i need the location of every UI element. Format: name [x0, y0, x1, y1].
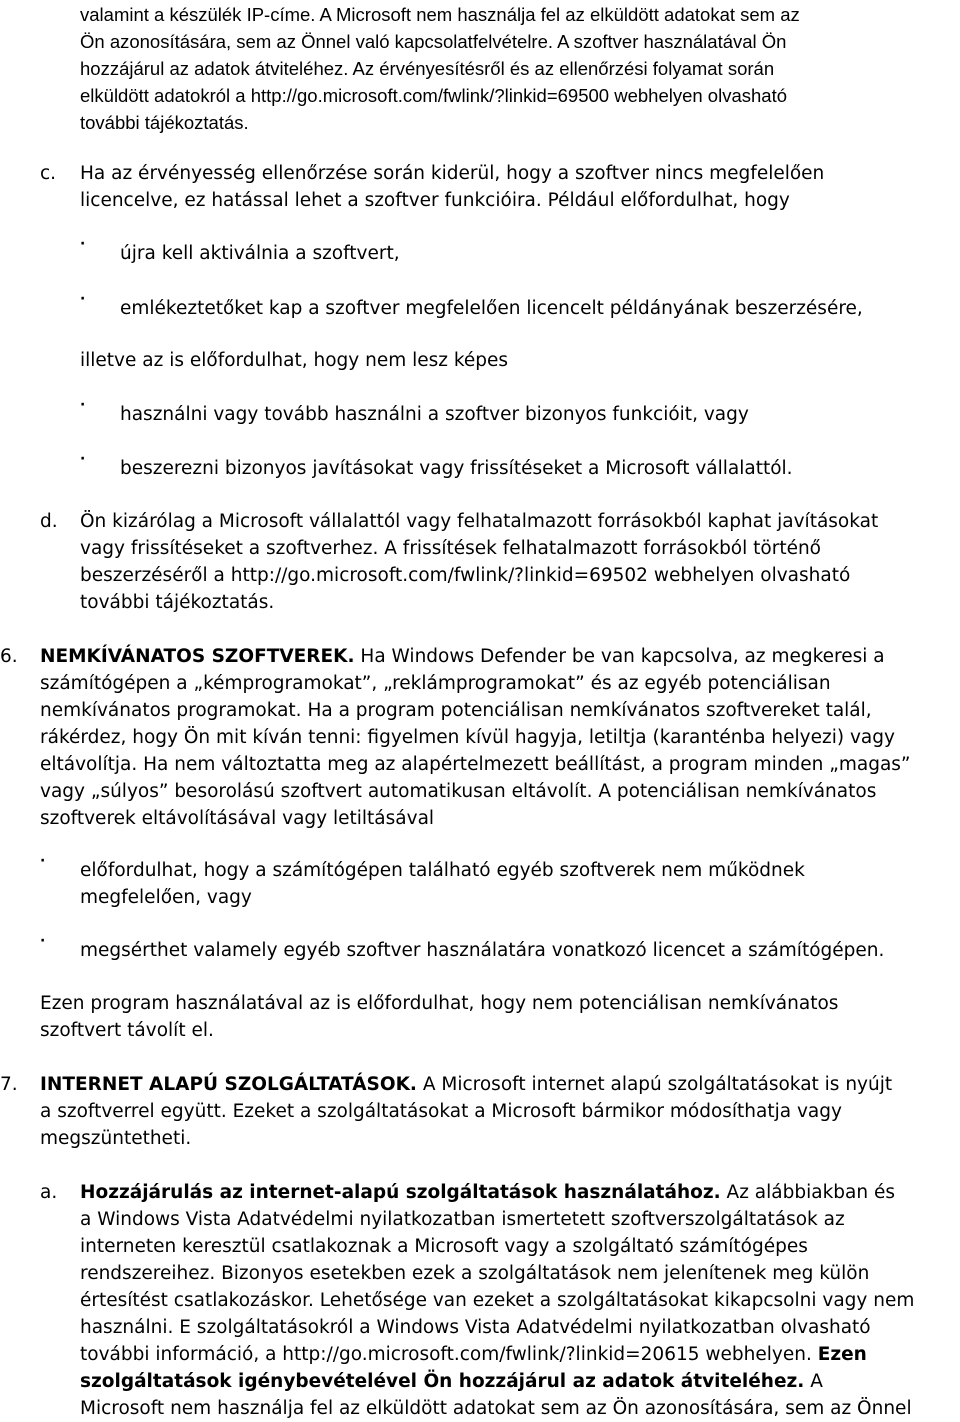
item-d-label: d.	[40, 511, 58, 532]
text-span: A	[804, 1371, 823, 1392]
text-line	[80, 1341, 958, 1368]
bold-span: Ezen	[817, 1344, 867, 1365]
text-line: Ön azonosítására, sem az Önnel való kapcsolatfelvételre. A szoftver használatával Ön	[80, 31, 787, 52]
text-line: elküldött adatokról a http://go.microsoft.com/fwlink/?linkid=69500 webhelyen olvasható	[80, 85, 788, 106]
text-line: nemkívánatos programokat. Ha a program potenciálisan nemkívánatos szoftvereket talál,	[40, 700, 872, 721]
section-7-heading: INTERNET ALAPÚ SZOLGÁLTATÁSOK.	[40, 1074, 417, 1095]
bullet-text	[80, 857, 958, 911]
bullet-dot: ·	[80, 236, 86, 252]
item-d-paragraph	[80, 508, 958, 616]
text-line: további tájékoztatás.	[80, 112, 249, 133]
item-c-mid-text: illetve az is előfordulhat, hogy nem lesz képes	[80, 350, 509, 371]
text-span: további információ, a http://go.microsoft.com/fwlink/?linkid=20615 webhelyen.	[80, 1344, 818, 1365]
bullet-dot: ·	[40, 853, 46, 869]
text-line: valamint a készülék IP-címe. A Microsoft nem használja fel az elküldött adatokat sem az	[80, 4, 800, 25]
text-line	[80, 1368, 958, 1395]
text-line: vagy „súlyos” besorolású szoftvert automatikusan eltávolít. A potenciálisan nemkívánatos	[40, 781, 877, 802]
bullet-dot: ·	[80, 397, 86, 413]
text-line: Ön kizárólag a Microsoft vállalattól vagy felhatalmazott forrásokból kaphat javításokat	[80, 511, 879, 532]
bullet-dot: ·	[80, 451, 86, 467]
item-c-label: c.	[40, 163, 57, 184]
text-line: rendszereihez. Bizonyos esetekben ezek a szolgáltatások nem jelenítenek meg külön	[80, 1263, 870, 1284]
text-line: megfelelően, vagy	[80, 887, 252, 908]
bullet-text: emlékeztetőket kap a szoftver megfelelően licencelt példányának beszerzésére,	[120, 298, 863, 319]
text-line: licencelve, ez hatással lehet a szoftver funkcióira. Például előfordulhat, hogy	[80, 190, 790, 211]
bullet-dot: ·	[80, 291, 86, 307]
text-span: A Microsoft internet alapú szolgáltatásokat is nyújt	[416, 1074, 893, 1095]
text-line: vagy frissítéseket a szoftverhez. A frissítések felhatalmazott forrásokból történő	[80, 538, 822, 559]
text-line: értesítést csatlakozáskor. Lehetősége van ezeket a szolgáltatásokat kikapcsolni vagy nem	[80, 1290, 915, 1311]
bullet-text: megsérthet valamely egyéb szoftver használatára vonatkozó licencet a számítógépen.	[80, 940, 885, 961]
text-line: előfordulhat, hogy a számítógépen található egyéb szoftverek nem működnek	[80, 860, 805, 881]
section-7-number: 7.	[0, 1074, 18, 1095]
text-line: Ezen program használatával az is előfordulhat, hogy nem potenciálisan nemkívánatos	[40, 993, 839, 1014]
item-a-label: a.	[40, 1182, 58, 1203]
text-line: a Windows Vista Adatvédelmi nyilatkozatban ismertetett szoftverszolgáltatások az	[80, 1209, 845, 1230]
text-line: számítógépen a „kémprogramokat”, „reklámprogramokat” és az egyéb potenciálisan	[40, 673, 831, 694]
bullet-text: újra kell aktiválnia a szoftvert,	[120, 243, 400, 264]
text-span: Ha Windows Defender be van kapcsolva, az megkeresi a	[354, 646, 885, 667]
text-span: Az alábbiakban és	[720, 1182, 895, 1203]
section-6-paragraph	[40, 643, 958, 832]
text-line: rákérdez, hogy Ön mit kíván tenni: figyelmen kívül hagyja, letiltja (karanténba helyezi) vagy	[40, 727, 895, 748]
text-line: szoftverek eltávolításával vagy letiltásával	[40, 808, 435, 829]
text-line: interneten keresztül csatlakoznak a Microsoft vagy a szolgáltató számítógépes	[80, 1236, 808, 1257]
text-line: további tájékoztatás.	[80, 592, 275, 613]
text-line	[40, 1071, 958, 1098]
text-line: a szoftverrel együtt. Ezeket a szolgáltatásokat a Microsoft bármikor módosíthatja vagy	[40, 1101, 842, 1122]
text-line: eltávolítja. Ha nem változtatta meg az alapértelmezett beállítást, a program minden „magas”	[40, 754, 911, 775]
bold-span: szolgáltatások igénybevételével Ön hozzájárul az adatok átviteléhez.	[80, 1371, 805, 1392]
item-c-paragraph	[80, 160, 958, 214]
text-line: megszüntetheti.	[40, 1128, 192, 1149]
text-line: Microsoft nem használja fel az elküldött adatokat sem az Ön azonosítására, sem az Önnel	[80, 1398, 912, 1419]
bullet-text: beszerezni bizonyos javításokat vagy frissítéseket a Microsoft vállalattól.	[120, 458, 793, 479]
section-7-paragraph	[40, 1071, 958, 1152]
text-line	[40, 643, 958, 670]
top-paragraph	[80, 1, 958, 136]
text-line	[80, 1179, 958, 1206]
text-line: beszerzéséről a http://go.microsoft.com/fwlink/?linkid=69502 webhelyen olvasható	[80, 565, 851, 586]
text-line: hozzájárul az adatok átviteléhez. Az érvényesítésről és az ellenőrzési folyamat során	[80, 58, 775, 79]
section-6-closing	[40, 990, 958, 1044]
bullet-dot: ·	[40, 933, 46, 949]
text-line: Ha az érvényesség ellenőrzése során kiderül, hogy a szoftver nincs megfelelően	[80, 163, 825, 184]
section-6-number: 6.	[0, 646, 18, 667]
bullet-text: használni vagy tovább használni a szoftver bizonyos funkcióit, vagy	[120, 404, 749, 425]
text-line: szoftvert távolít el.	[40, 1020, 214, 1041]
section-6-heading: NEMKÍVÁNATOS SZOFTVEREK.	[40, 646, 355, 667]
item-a-paragraph	[80, 1179, 958, 1422]
item-a-heading: Hozzájárulás az internet-alapú szolgáltatások használatához.	[80, 1182, 721, 1203]
text-line: használni. E szolgáltatásokról a Windows Vista Adatvédelmi nyilatkozatban olvasható	[80, 1317, 871, 1338]
